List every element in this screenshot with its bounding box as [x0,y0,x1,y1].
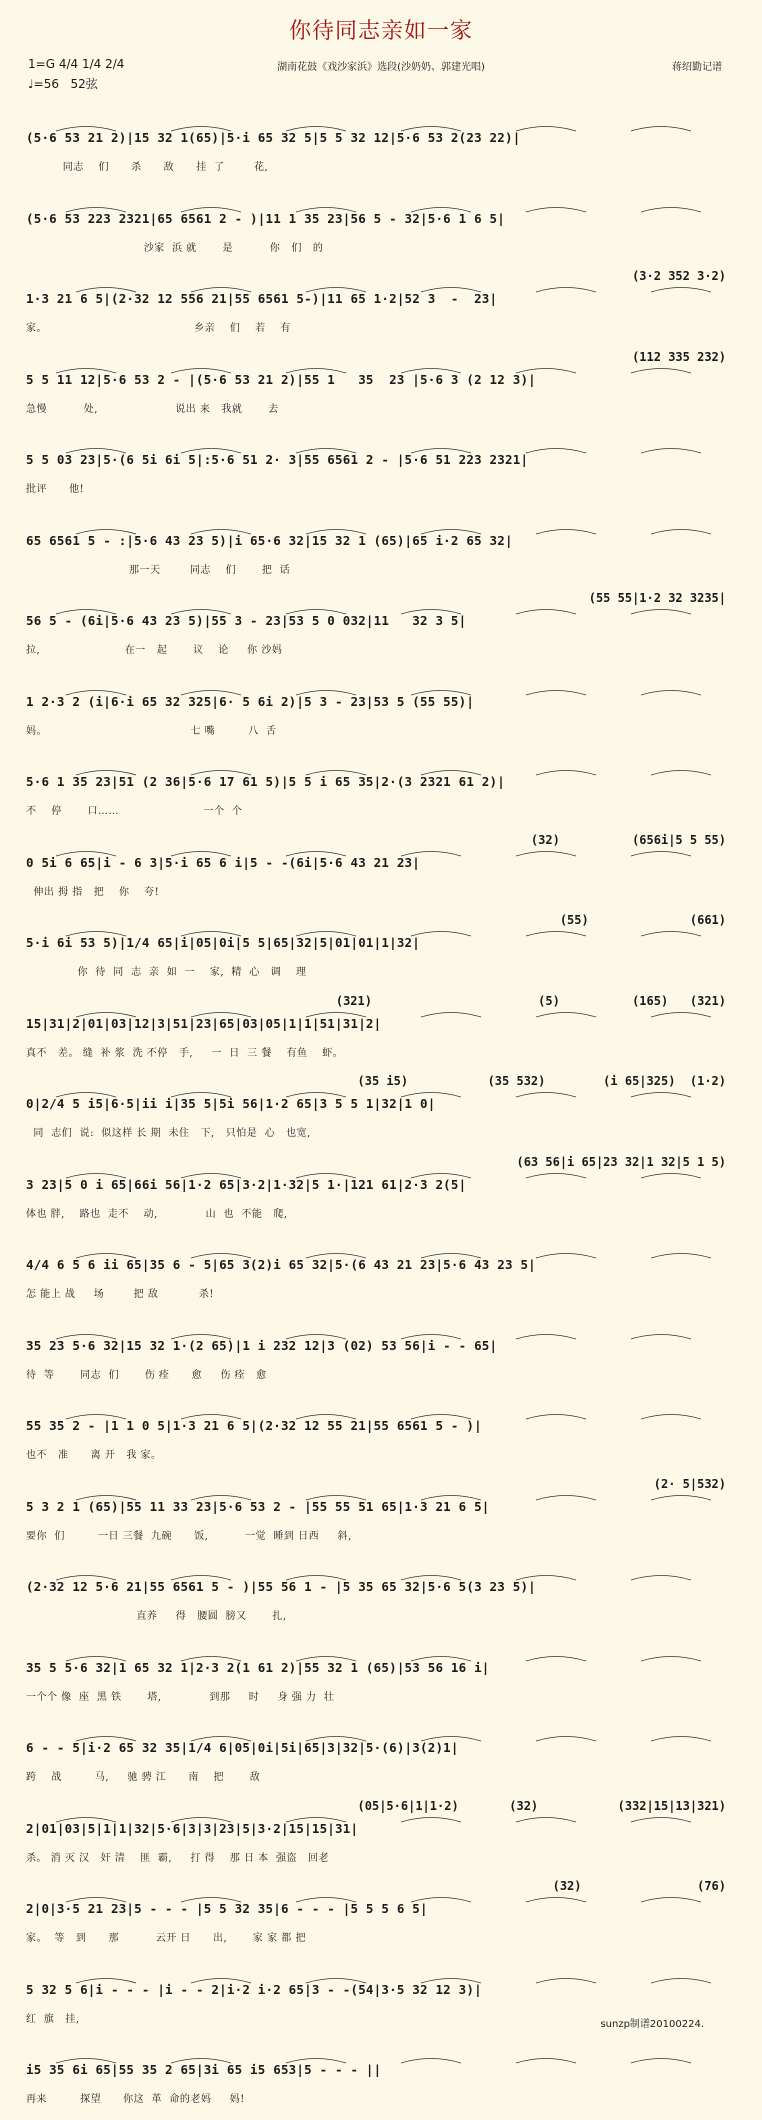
staff-system [26,511,736,591]
staff-system [26,1235,736,1315]
staff-system [26,108,736,188]
staff-system [26,1799,736,1879]
staff-system [26,269,736,349]
notation-line: 1·3 21 6 5|(2·32 12 556 21|55 6561 5-)|11 65 1·2|52 3 - 23| [26,291,498,306]
lyrics-line: 待 等 同志 们 伤 痊 愈 伤 痊 愈 [26,1369,267,1381]
lyrics-line: 那一天 同志 们 把 话 [26,564,291,576]
notation-line: 35 5 5·6 32|1 65 32 1|2·3 2(1 61 2)|55 32 1 (65)|53 56 16 i| [26,1659,490,1675]
staff-system [26,994,736,1074]
staff-system [26,2040,736,2120]
source-line: 湖南花鼓《戏沙家浜》选段(沙奶奶、郭建光唱) [277,62,485,73]
notation-line: 3 23|5 0 i 65|66i 56|1·2 65|3·2|1·32|5 1·|121 61|2·3 2(5| [26,1176,467,1192]
notation-line: 6 - - 5|i·2 65 32 35|1/4 6|05|0i|5i|65|3|32|5·(6)|3(2)1| [26,1740,459,1755]
lyrics-line: 真不 差。 缝 补 浆 洗 不停 手, 一 日 三 餐 有鱼 虾。 [26,1047,344,1059]
notation-line: i5 35 6i 65|55 35 2 65|3i 65 i5 653|5 - - - || [26,2062,382,2077]
notation-line: 0 5i 6 65|i - 6 3|5·i 65 6 i|5 - -(6i|5·6 43 21 23| [26,854,421,870]
lyrics-line: 家。 乡亲 们 若 有 [26,323,291,334]
accompaniment-notes: (05|5·6|1|1·2) (32) (332|15|13|321) [357,1798,726,1813]
notation-line: 35 23 5·6 32|15 32 1·(2 65)|1 i 232 12|3 (02) 53 56|i - - 65| [26,1337,498,1353]
staff-system [26,672,736,752]
lyrics-line: 直养 得 腰圆 膀又 扎, [26,1611,287,1622]
notation-line: 5 32 5 6|i - - - |i - - 2|i·2 i·2 65|3 - -(54|3·5 32 12 3)| [26,1981,482,1997]
lyrics-line: 不 停 口…… 一个 个 [26,806,243,817]
accompaniment-notes: (32) (656i|5 5 55) [530,832,726,847]
staff-system [26,752,736,832]
lyrics-line: 体也 胖, 路也 走不 动, 山 也 不能 爬, [26,1208,288,1220]
notation-line: 5 3 2 1 (65)|55 11 33 23|5·6 53 2 - |55 55 51 65|1·3 21 6 5| [26,1498,490,1514]
notation-line: 5 5 11 12|5·6 53 2 - |(5·6 53 21 2)|55 1 35 23 |5·6 3 (2 12 3)| [26,371,536,387]
notation-line: (5·6 53 223 2321|65 6561 2 - )|11 1 35 23|56 5 - 32|5·6 1 6 5| [26,210,505,226]
accompaniment-notes: (3·2 352 3·2) [632,269,726,283]
notation-line: 1 2·3 2 (i|6·i 65 32 325|6· 5 6i 2)|5 3 - 23|53 5 (55 55)| [26,693,475,709]
notation-line: 4/4 6 5 6 ii 65|35 6 - 5|65 3(2)i 65 32|5·(6 43 21 23|5·6 43 23 5| [26,1257,536,1272]
accompaniment-notes: (35 i5) (35 532) (i 65|325) (1·2) [357,1074,726,1088]
lyrics-line: 要你 们 一日 三餐 九碗 饭, 一觉 睡到 日西 斜, [26,1530,352,1542]
lyrics-line: 沙家 浜 就 是 你 们 的 [26,242,324,254]
accompaniment-notes: (321) (5) (165) (321) [335,993,726,1008]
lyrics-line: 红 旗 挂, [26,2013,80,2025]
time-signatures: 4/4 1/4 2/4 [58,57,125,71]
staff-system [26,1557,736,1637]
lyrics-line: 跨 战 马, 驰 骋 江 南 把 敌 [26,1772,261,1783]
staff-system [26,1155,736,1235]
notation-line: (2·32 12 5·6 21|55 6561 5 - )|55 56 1 - |5 35 65 32|5·6 5(3 23 5)| [26,1579,536,1594]
notation-line: 2|0|3·5 21 23|5 - - - |5 5 32 35|6 - - - |5 5 5 6 5| [26,1901,428,1916]
staff-system [26,1879,736,1959]
lyrics-line: 家。 等 到 那 云开 日 出, 家 家 都 把 [26,1933,306,1944]
lyrics-line: 你 待 同 志 亲 如 一 家, 精 心 调 理 [26,967,307,978]
accompaniment-notes: (32) (76) [552,1879,726,1893]
notation-line: 5 5 03 23|5·(6 5i 6i 5|:5·6 51 2· 3|55 6561 2 - |5·6 51 223 2321| [26,452,529,467]
accompaniment-notes: (63 56|i 65|23 32|1 32|5 1 5) [516,1154,726,1169]
staff-system [26,430,736,510]
staff-system [26,1316,736,1396]
notation-line: 0|2/4 5 i5|6·5|ii i|35 5|5i 56|1·2 65|3 5 5 1|32|1 0| [26,1096,436,1111]
staff-system [26,1074,736,1154]
lyrics-line: 拉, 在一 起 议 论 你 沙妈 [26,645,283,656]
notation-line: 5·6 1 35 23|51 (2 36|5·6 17 61 5)|5 5 i 65 35|2·(3 2321 61 2)| [26,774,505,789]
lyrics-line: 杀。 消 灭 汉 奸 清 匪 霸, 打 得 那 日 本 强盗 回老 [26,1852,330,1864]
tempo: ♩=56 [28,77,59,91]
accompaniment-notes: (2· 5|532) [653,1476,726,1491]
lyrics-line: 批评 他! [26,484,85,495]
staff-system [26,350,736,430]
staff-system [26,1638,736,1718]
notation-line: 15|31|2|01|03|12|3|51|23|65|03|05|1|1|51|31|2| [26,1015,382,1031]
transcriber: 蒋绍勤记谱 [672,62,722,73]
staff-system [26,913,736,993]
lyrics-line: 急慢 处, 说出 来 我就 去 [26,403,279,415]
staff-system [26,189,736,269]
staff-system [26,1718,736,1798]
staff-system [26,1477,736,1557]
song-title: 你待同志亲如一家 [288,19,473,44]
notation-line: 2|01|03|5|1|1|32|5·6|3|3|23|5|3·2|15|15|31| [26,1820,359,1836]
staff-system [26,591,736,671]
accompaniment-notes: (55 55|1·2 32 3235| [588,591,726,605]
notation-line: (5·6 53 21 2)|15 32 1(65)|5·i 65 32 5|5 5 32 12|5·6 53 2(23 22)| [26,130,521,145]
staff-system [26,1396,736,1476]
lyrics-line: 伸出 拇 指 把 你 夸! [26,886,160,898]
tempo-mark: 52弦 [70,77,98,91]
lyrics-line: 一个个 像 座 黑 铁 塔, 到那 时 身 强 力 壮 [26,1691,335,1703]
lyrics-line: 也不 准 离 开 我 家。 [26,1450,162,1461]
lyrics-line: 妈。 七 嘴 八 舌 [26,725,277,737]
staff-system [26,833,736,913]
lyrics-line: 同 志们 说: 似这样 长 期 未住 下, 只怕是 心 也宽, [26,1128,311,1139]
notation-line: 56 5 - (6i|5·6 43 23 5)|55 3 - 23|53 5 0 032|11 32 3 5| [26,613,467,628]
footer-credit: sunzp制谱20100224. [600,2019,704,2030]
notation-line: 65 6561 5 - :|5·6 43 23 5)|i 65·6 32|15 32 1 (65)|65 i·2 65 32| [26,532,513,548]
notation-line: 55 35 2 - |1 1 0 5|1·3 21 6 5|(2·32 12 55 21|55 6561 5 - )| [26,1418,482,1433]
key-signature: 1=G [28,57,55,71]
notation-line: 5·i 6i 53 5)|1/4 65|i|05|0i|5 5|65|32|5|01|01|1|32| [26,935,421,950]
accompaniment-notes: (55) (661) [559,913,726,927]
lyrics-line: 同志 们 杀 敌 挂 了 花, [26,162,269,173]
lyrics-line: 再来 探望 你这 革 命的老妈 妈! [26,2094,245,2105]
accompaniment-notes: (112 335 232) [632,349,726,364]
lyrics-line: 怎 能上 战 场 把 敌 杀! [26,1289,214,1300]
